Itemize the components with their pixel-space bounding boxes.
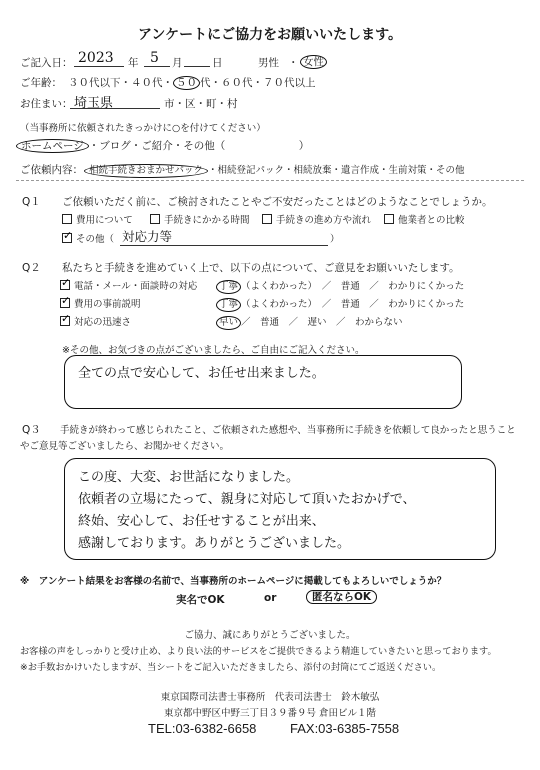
- checkbox-icon: [384, 214, 394, 224]
- rating-options: （よくわかった） ／ 普通 ／ わかりにくかった: [241, 281, 465, 292]
- publish-real-name-option[interactable]: 実名でOK: [176, 594, 225, 606]
- q3-text-1: 手続きが終わって感じられたこと、ご依頼された感想や、当事務所に手続きを依頼して良かったと思うこと: [60, 425, 516, 436]
- rating-options: （よくわかった） ／ 普通 ／ わかりにくかった: [241, 299, 465, 310]
- publish-question: ※ アンケート結果をお客様の名前で、当事務所のホームページに掲載してもよろしいでしょうか？: [20, 576, 447, 587]
- q1-option-time-label: 手続きにかかる時間: [164, 215, 250, 226]
- date-label: ご記入日：: [20, 57, 73, 69]
- q2-text: 私たちと手続きを進めていく上で、以下の点について、ご意見をお願いいたします。: [62, 262, 460, 274]
- rating-selected: 早い: [216, 316, 241, 330]
- q1-other-underline: [120, 245, 328, 246]
- month-value[interactable]: 5: [150, 50, 159, 66]
- day-unit: 日: [212, 57, 223, 69]
- year-unit: 年: [128, 57, 139, 69]
- checkbox-checked-icon: [62, 233, 72, 243]
- rating-selected: 丁寧: [216, 298, 241, 312]
- office-address: 東京都中野区中野三丁目３９番９号 倉田ビル１階: [163, 708, 377, 719]
- q1-option-cost[interactable]: [62, 212, 133, 226]
- day-underline: [184, 66, 210, 67]
- office-name: 東京国際司法書士事務所 代表司法書士 鈴木敏弘: [160, 692, 380, 703]
- q2-row-contact[interactable]: [60, 278, 197, 292]
- address-value[interactable]: 埼玉県: [74, 96, 114, 111]
- gender-male[interactable]: 男性: [258, 57, 279, 69]
- q1-option-flow-label: 手続きの進め方や流れ: [276, 215, 372, 226]
- age-option-group-1: ３０代以下・４０代・: [68, 77, 173, 89]
- q2-row-contact-label: 電話・メール・面談時の対応: [74, 281, 198, 292]
- publish-anonymous-option[interactable]: [306, 590, 377, 604]
- checkbox-checked-icon: [60, 298, 70, 308]
- closing-line-3: ※お手数おかけいたしますが、当シートをご記入いただきましたら、添付の封筒にてご返送ください。: [20, 662, 442, 673]
- q3-text-2: やご意見等ございましたら、お聞かせください。: [20, 441, 230, 452]
- divider: [16, 180, 524, 181]
- q1-option-cost-label: 費用について: [76, 215, 133, 226]
- age-label: ご年齢：: [20, 77, 62, 89]
- age-option-group-2: 代・６０代・７０代以上: [200, 77, 316, 89]
- q1-option-time[interactable]: [150, 212, 250, 226]
- q3-answer-line: 感謝しております。ありがとうございました。: [78, 536, 350, 551]
- checkbox-icon: [262, 214, 272, 224]
- request-selected: 相続手続きおまかせパック: [84, 164, 208, 178]
- month-underline: [144, 66, 170, 67]
- q1-option-other[interactable]: [62, 231, 114, 245]
- q1-option-compare-label: 他業者との比較: [398, 215, 465, 226]
- checkbox-icon: [150, 214, 160, 224]
- publish-anonymous-selected: 匿名ならOK: [306, 590, 377, 604]
- q2-row-speed-label: 対応の迅速さ: [74, 317, 132, 328]
- q3-answer-line: 終始、安心して、お任せすることが出来、: [78, 514, 325, 529]
- q1-option-other-label: その他（: [76, 234, 115, 245]
- publish-or: or: [264, 592, 277, 604]
- q1-number: Q１: [22, 196, 41, 208]
- page-title: アンケートにご協力をお願いいたします。: [137, 27, 403, 43]
- address-units: 市・区・町・村: [164, 98, 238, 110]
- gender-female[interactable]: [300, 55, 327, 69]
- checkbox-checked-icon: [60, 280, 70, 290]
- q3-answer-line: この度、大変、お世話になりました。: [78, 470, 300, 485]
- q1-option-flow[interactable]: [262, 212, 371, 226]
- rating-selected: 丁寧: [216, 280, 241, 294]
- year-value[interactable]: 2023: [78, 50, 114, 66]
- q2-comment-value: 全ての点で安心して、お任せ出来ました。: [78, 366, 325, 381]
- office-fax: FAX:03-6385-7558: [290, 721, 400, 736]
- q1-other-value[interactable]: 対応力等: [122, 229, 173, 244]
- closing-line-2: お客様の声をしっかりと受け止め、より良い法的サービスをご提供できるよう精進していきたいと思っております。: [20, 646, 497, 657]
- request-rest: ・相続登記パック・相続放棄・遺言作成・生前対策・その他: [208, 165, 465, 176]
- q1-text: ご依頼いただく前に、ご検討されたことやご不安だったことはどのようなことでしょうか。: [62, 196, 493, 208]
- q2-number: Q２: [22, 262, 41, 274]
- q2-row-contact-rating[interactable]: [216, 278, 464, 294]
- address-label: お住まい：: [20, 98, 73, 110]
- trigger-selected: ホームページ: [16, 139, 89, 153]
- q2-row-cost-label: 費用の事前説明: [74, 299, 141, 310]
- q3-number: Q３: [22, 424, 41, 436]
- q3-answer-line: 依頼者の立場にたって、親身に対応して頂いたおかげで、: [78, 492, 416, 507]
- office-tel: TEL:03-6382-6658: [148, 721, 257, 736]
- q2-row-speed-rating[interactable]: [216, 314, 403, 330]
- age-options[interactable]: [68, 75, 316, 90]
- q2-comment-prompt: ※その他、お気づきの点がございましたら、ご自由にご記入ください。: [62, 345, 365, 356]
- gender-sep: ・: [288, 57, 299, 69]
- age-option-selected: ５０: [173, 76, 200, 90]
- trigger-rest: ・ブログ・ご紹介・その他（ ）: [88, 140, 310, 152]
- trigger-prompt: （当事務所に依頼されたきっかけに○を付けてください）: [20, 123, 266, 134]
- request-options[interactable]: [84, 162, 465, 178]
- checkbox-checked-icon: [60, 316, 70, 326]
- q2-row-cost-rating[interactable]: [216, 296, 464, 312]
- trigger-options[interactable]: [16, 138, 309, 153]
- month-unit: 月: [172, 57, 183, 69]
- closing-thanks: ご協力、誠にありがとうございました。: [184, 630, 356, 641]
- q1-other-close: ）: [330, 234, 340, 245]
- gender-female-circle: 女性: [300, 55, 327, 69]
- request-label: ご依頼内容：: [20, 164, 83, 176]
- q2-row-cost[interactable]: [60, 296, 141, 310]
- rating-options: ／ 普通 ／ 遅い ／ わからない: [241, 317, 403, 328]
- year-underline: [74, 66, 124, 67]
- q2-row-speed[interactable]: [60, 314, 131, 328]
- q1-option-compare[interactable]: [384, 212, 465, 226]
- address-underline: [70, 108, 160, 109]
- checkbox-icon: [62, 214, 72, 224]
